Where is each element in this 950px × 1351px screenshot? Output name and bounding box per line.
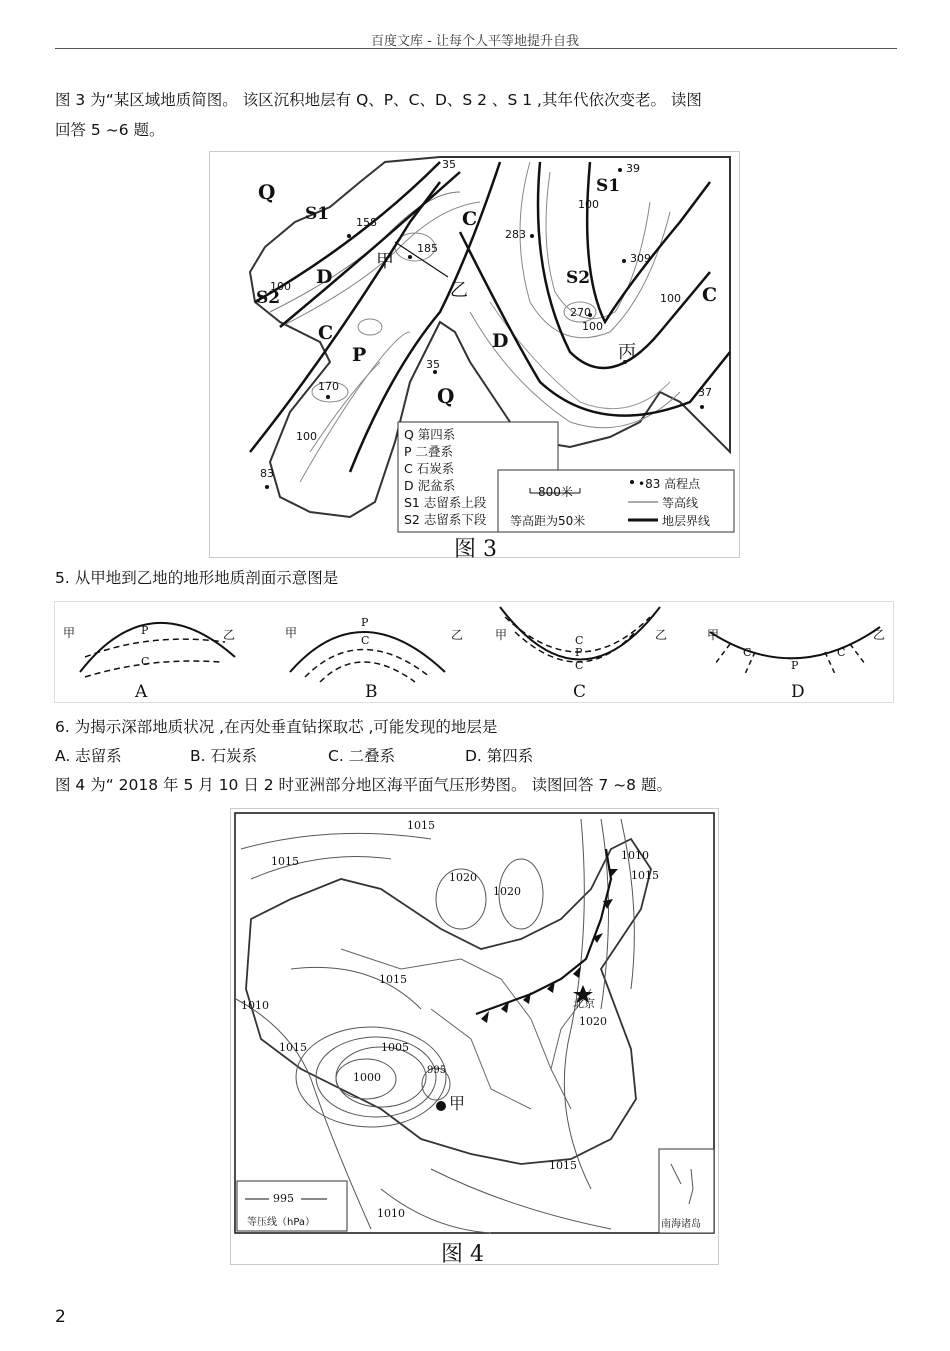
option-c-end: 乙 — [655, 628, 668, 642]
elevation-label: 83 — [260, 467, 274, 480]
option-d-label[interactable]: D — [791, 682, 805, 702]
option-a-start: 甲 — [63, 626, 76, 640]
intro-line-2: 回答 5 ~6 题。 — [55, 121, 165, 139]
elevation-label: 35 — [426, 358, 440, 371]
option-b-end: 乙 — [451, 628, 464, 642]
option-d-start: 甲 — [707, 628, 720, 642]
legend-isobar-label: 等压线（hPa） — [247, 1217, 316, 1228]
isobar-label: 1015 — [631, 869, 659, 882]
option-d-layer: C — [743, 646, 752, 659]
q5-options-svg — [55, 602, 893, 702]
option-a-layer: P — [141, 624, 149, 637]
isobar-label: 1015 — [271, 855, 299, 868]
key-contour: 等高线 — [662, 496, 699, 510]
stratum-label-p: P — [352, 344, 367, 366]
intro-line-1: 图 3 为“某区域地质简图。 该区沉积地层有 Q、P、C、D、S 2 、S 1 ,其年代依次变老。 读图 — [55, 91, 702, 109]
place-label-jia: 甲 — [449, 1094, 466, 1113]
legend-entry: S2 志留系下段 — [404, 512, 487, 527]
elevation-label: 309 — [630, 252, 651, 265]
isobar-label: 995 — [427, 1065, 447, 1076]
stratum-label-s2: S2 — [256, 288, 281, 308]
elevation-label: 35 — [442, 158, 456, 171]
isobar-label: 1015 — [407, 819, 435, 832]
contour-label: 100 — [660, 292, 681, 305]
elevation-label: 185 — [417, 242, 438, 255]
contour-label: 100 — [578, 198, 599, 211]
option-d-layer: C — [837, 646, 846, 659]
elevation-label: 158 — [356, 216, 377, 229]
option-c-layer: C — [575, 659, 584, 672]
isobar-label: 1020 — [493, 885, 521, 898]
stratum-label-s1: S1 — [596, 176, 621, 196]
header-rule — [55, 48, 897, 49]
figure-3-caption: 图 3 — [454, 537, 497, 562]
option-a-end: 乙 — [223, 628, 236, 642]
place-label-beijing: 北京 — [573, 997, 595, 1010]
isobar-label: 1005 — [381, 1041, 409, 1054]
intro-figure-4: 图 4 为“ 2018 年 5 月 10 日 2 时亚洲部分地区海平面气压形势图。 读图回答 7 ~8 题。 — [55, 776, 672, 794]
option-c-label[interactable]: C — [573, 682, 587, 702]
isobar-label: 1010 — [621, 849, 649, 862]
key-boundary: 地层界线 — [662, 514, 711, 528]
option-b-label[interactable]: B — [365, 682, 378, 702]
contour-label: 100 — [270, 280, 291, 293]
contour-label: 100 — [582, 320, 603, 333]
isobar-label: 1015 — [379, 973, 407, 986]
place-label-jia: 甲 — [376, 251, 394, 272]
stratum-label-q: Q — [437, 384, 455, 408]
stratum-label-s2: S2 — [566, 268, 591, 288]
figure-4-caption: 图 4 — [441, 1242, 484, 1267]
choice-a[interactable]: A. 志留系 — [55, 747, 122, 765]
legend-entry: Q 第四系 — [404, 427, 456, 442]
option-b-layer: P — [361, 616, 369, 629]
figure3-legend — [404, 426, 486, 528]
q5-options-panel — [54, 601, 894, 703]
question-6: 6. 为揭示深部地质状况 ,在丙处垂直钻探取芯 ,可能发现的地层是 — [55, 718, 498, 736]
contour-interval-label: 等高距为50米 — [510, 514, 586, 528]
choice-b[interactable]: B. 石炭系 — [190, 747, 257, 765]
figure-4-pressure-map — [230, 808, 719, 1265]
option-c-layer: P — [575, 646, 583, 659]
isobar-label: 1015 — [549, 1159, 577, 1172]
stratum-label-q: Q — [258, 180, 276, 204]
elevation-label: 270 — [570, 306, 591, 319]
isobar-label: 1020 — [579, 1015, 607, 1028]
page-number: 2 — [55, 1307, 66, 1327]
elevation-label: 39 — [626, 162, 640, 175]
stratum-label-s1: S1 — [305, 204, 330, 224]
isobar-label: 1000 — [353, 1071, 381, 1084]
question-6-choices — [55, 745, 533, 767]
option-c-start: 甲 — [495, 628, 508, 642]
elevation-label: 283 — [505, 228, 526, 241]
elevation-label: 37 — [698, 386, 712, 399]
key-elevation-point: •83 高程点 — [638, 477, 701, 491]
inset-label: 南海诸岛 — [661, 1219, 701, 1230]
scale-label: 800米 — [538, 485, 573, 499]
stratum-label-c: C — [702, 284, 718, 306]
question-5: 5. 从甲地到乙地的地形地质剖面示意图是 — [55, 569, 339, 587]
isobar-label: 1015 — [279, 1041, 307, 1054]
place-label-yi: 乙 — [450, 280, 468, 301]
place-label-bing: 丙 — [618, 342, 636, 363]
isobar-label: 1010 — [377, 1207, 405, 1220]
figure-3-geologic-map — [209, 151, 740, 562]
legend-entry: P 二叠系 — [404, 444, 454, 459]
isobar-label: 1020 — [449, 871, 477, 884]
stratum-label-d: D — [492, 330, 509, 352]
legend-isobar-value: 995 — [273, 1192, 294, 1205]
choice-d[interactable]: D. 第四系 — [465, 747, 534, 765]
option-a-layer: C — [141, 655, 150, 668]
option-d-end: 乙 — [873, 628, 886, 642]
legend-entry: D 泥盆系 — [404, 478, 456, 493]
elevation-label: 170 — [318, 380, 339, 393]
option-c-layer: C — [575, 634, 584, 647]
option-b-start: 甲 — [285, 626, 298, 640]
option-a-label[interactable]: A — [135, 682, 148, 702]
stratum-label-c: C — [462, 208, 478, 230]
option-d-layer: P — [791, 659, 799, 672]
contour-label: 100 — [296, 430, 317, 443]
legend-entry: C 石炭系 — [404, 461, 455, 476]
isobar-label: 1010 — [241, 999, 269, 1012]
choice-c[interactable]: C. 二叠系 — [328, 747, 396, 765]
option-b-layer: C — [361, 634, 370, 647]
stratum-label-c: C — [318, 322, 334, 344]
page-header: 百度文库 - 让每个人平等地提升自我 — [371, 34, 579, 49]
stratum-label-d: D — [316, 266, 333, 288]
legend-entry: S1 志留系上段 — [404, 495, 487, 510]
